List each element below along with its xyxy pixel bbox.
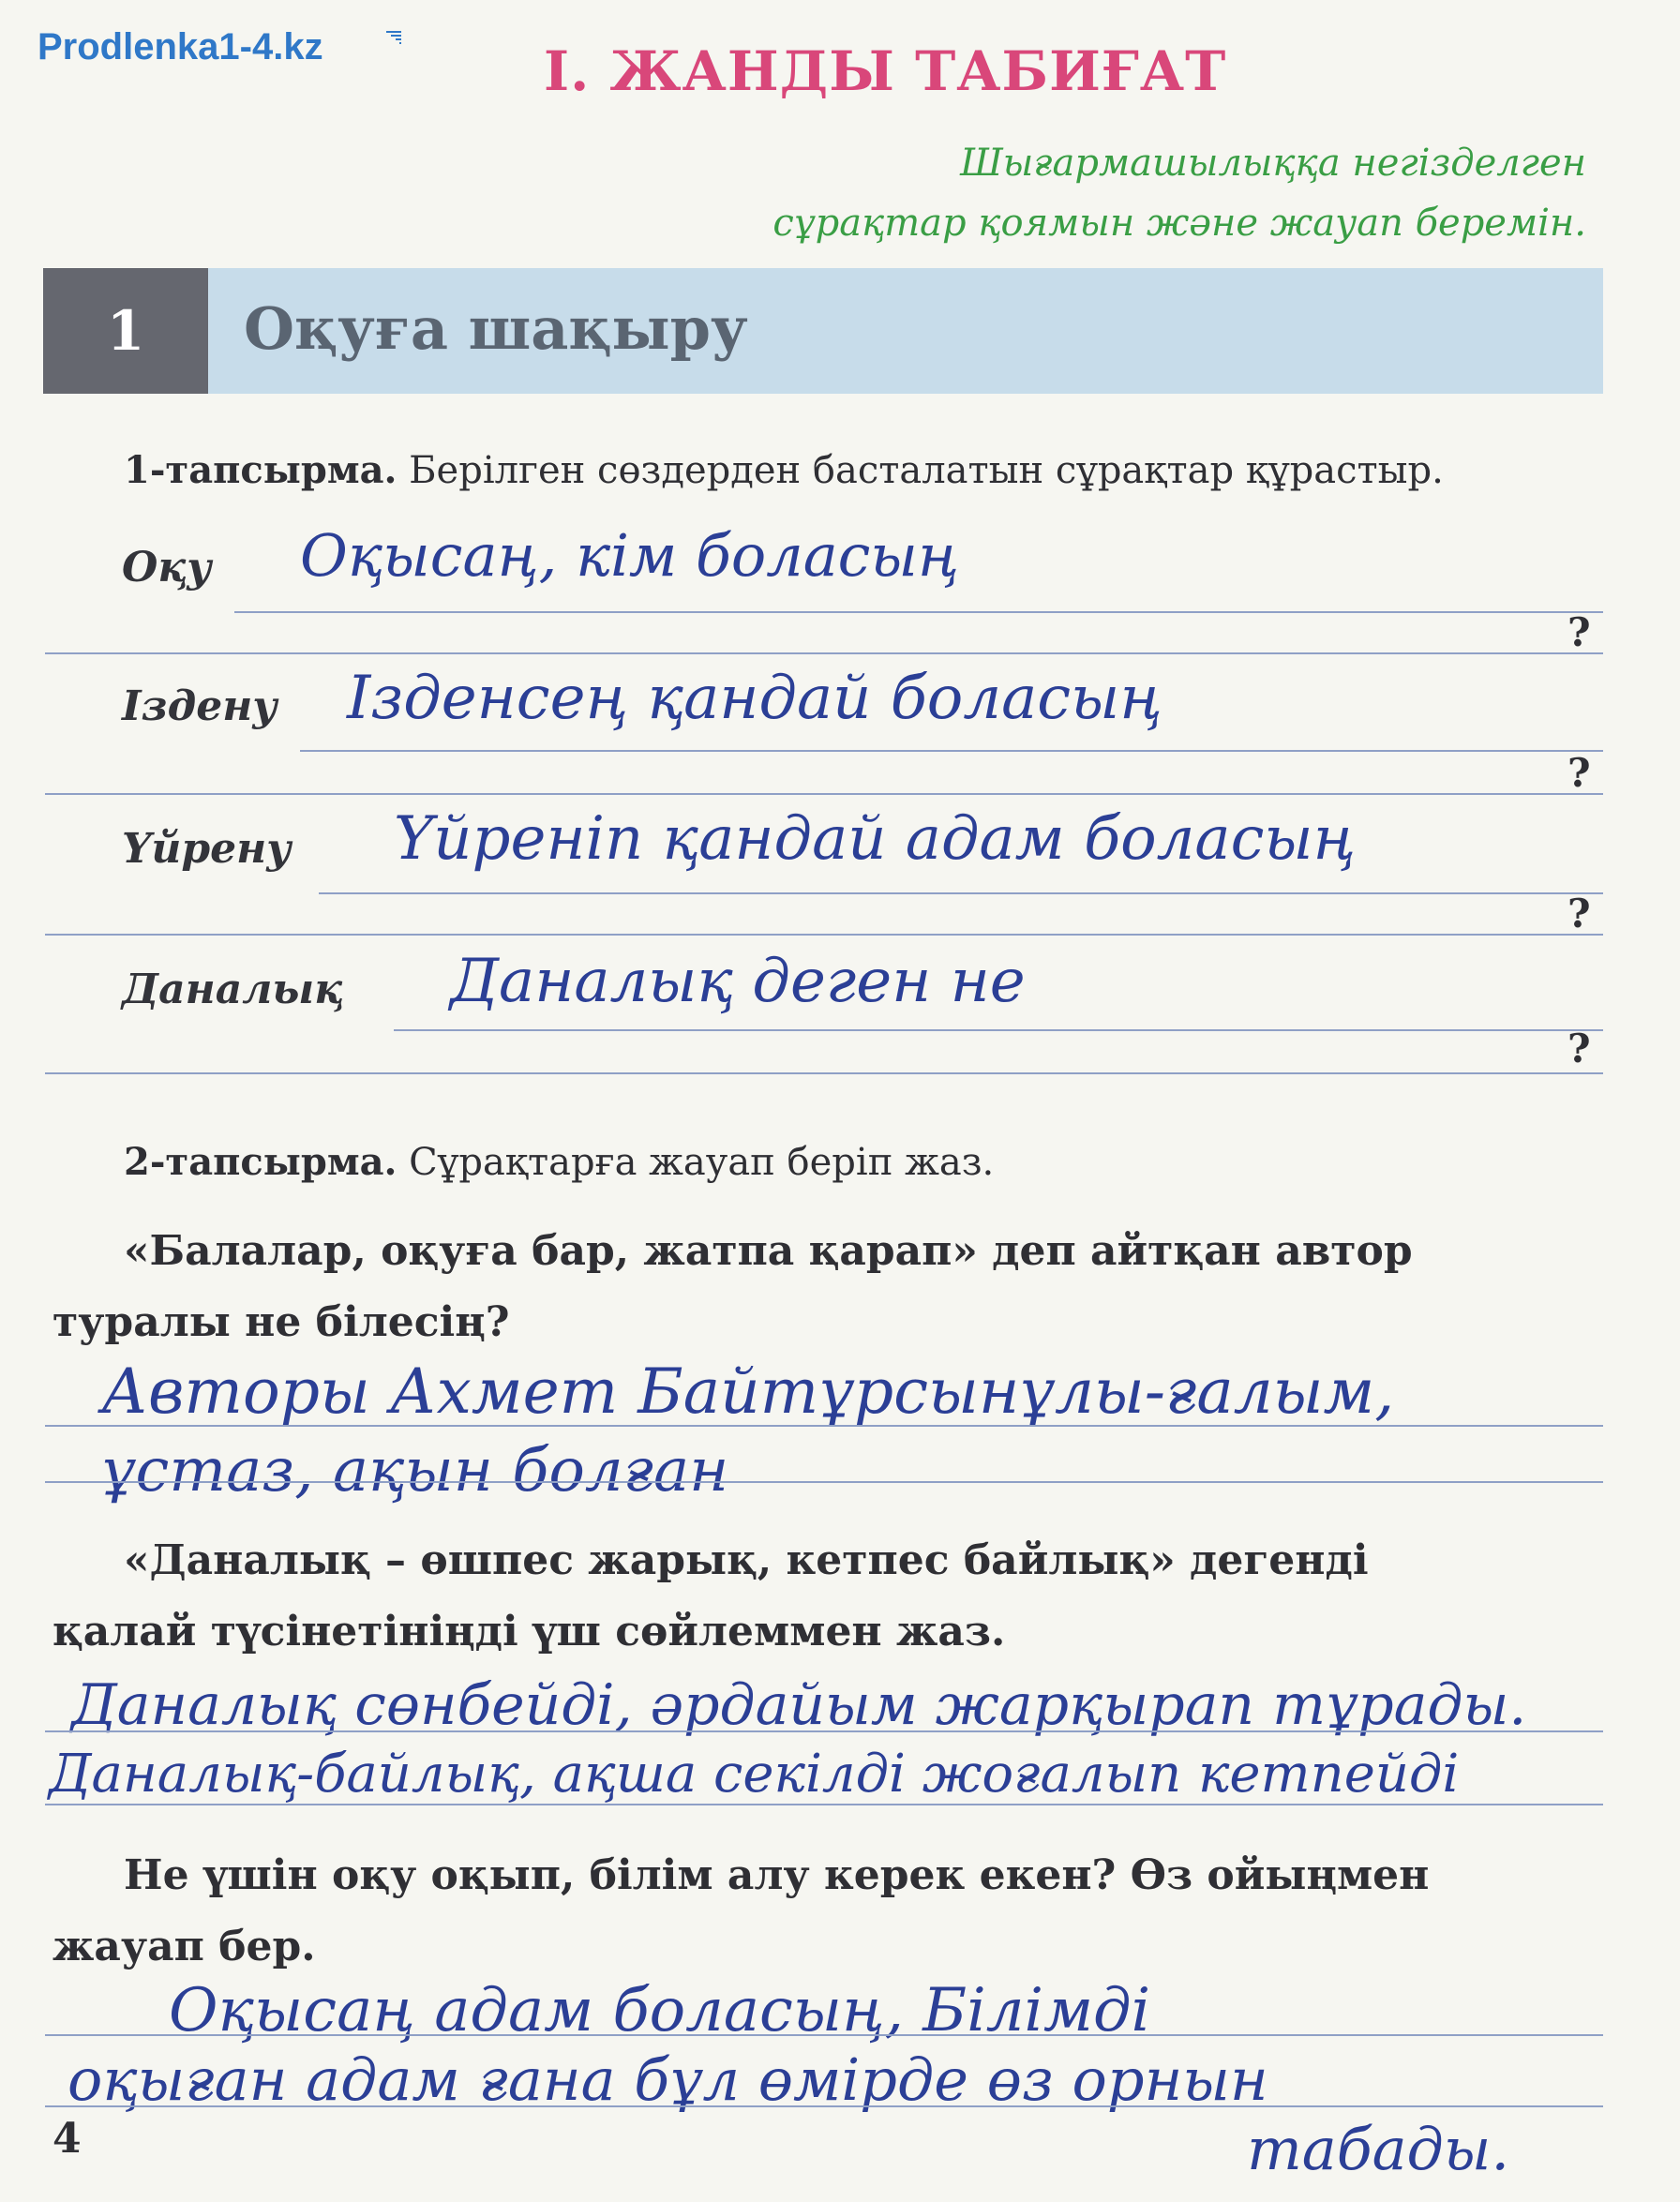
answer-line	[45, 793, 1603, 795]
task-1-text: Берілген сөздерден басталатын сұрақтар құрастыр.	[409, 449, 1444, 492]
answer-line	[234, 611, 1603, 613]
subtitle	[772, 133, 1586, 253]
answer-line	[45, 1481, 1603, 1483]
task-2-label: 2-тапсырма.	[124, 1140, 398, 1184]
question-3-line-2: жауап бер.	[52, 1923, 316, 1970]
word-danalyq: Даналық	[122, 966, 344, 1013]
task-2-text: Сұрақтарға жауап беріп жаз.	[409, 1141, 995, 1184]
answer-line	[319, 892, 1603, 894]
subtitle-line-1: Шығармашылыққа негізделген	[960, 142, 1586, 185]
answer-line	[45, 2034, 1603, 2036]
answer-line	[45, 1072, 1603, 1074]
question-3-line-1: Не үшін оқу оқып, білім алу керек екен? Өз ойыңмен	[124, 1851, 1430, 1899]
answer-2-line-1: Даналық сөнбейді, әрдайым жарқырап тұрады.	[71, 1672, 1527, 1738]
question-1-line-1: «Балалар, оқуға бар, жатпа қарап» деп айтқан автор	[124, 1227, 1413, 1275]
word-uyrenu: Үйрену	[122, 825, 292, 873]
task-1-label: 1-тапсырма.	[124, 448, 398, 492]
answer-oku: Оқысаң, кім боласың	[300, 521, 960, 590]
answer-uyrenu: Үйреніп қандай адам боласың	[394, 804, 1357, 874]
answer-2-line-2: Даналық-байлық, ақша секілді жоғалып кетпейді	[49, 1744, 1460, 1805]
question-1-line-2: туралы не білесің?	[52, 1298, 510, 1346]
wifi-signal-icon	[382, 28, 405, 51]
lesson-title: Оқуға шақыру	[244, 294, 748, 363]
answer-1-line-1: Авторы Ахмет Байтұрсынұлы-ғалым,	[101, 1356, 1395, 1428]
question-2-line-1: «Даналық – өшпес жарық, кетпес байлық» дегенді	[124, 1536, 1369, 1584]
question-mark: ?	[1568, 891, 1591, 936]
answer-3-line-2: оқыған адам ғана бұл өмірде өз орнын	[68, 2045, 1268, 2114]
answer-3-line-1: Оқысаң адам боласың, Білімді	[169, 1976, 1151, 2045]
task-1-heading	[124, 448, 1444, 492]
question-mark: ?	[1568, 1026, 1591, 1071]
lesson-number: 1	[43, 268, 208, 394]
question-2-line-2: қалай түсінетініңді үш сөйлеммен жаз.	[52, 1608, 1006, 1655]
section-title: І. ЖАНДЫ ТАБИҒАТ	[544, 39, 1227, 103]
answer-danalyq: Даналық деген не	[450, 947, 1026, 1016]
answer-line	[45, 934, 1603, 936]
answer-izdenu: Ізденсең қандай боласың	[347, 664, 1162, 733]
answer-line	[45, 2105, 1603, 2107]
subtitle-line-2: сұрақтар қоямын және жауап беремін.	[772, 202, 1586, 245]
task-2-heading	[124, 1140, 994, 1184]
answer-line	[45, 1804, 1603, 1805]
page-number: 4	[52, 2115, 82, 2163]
word-izdenu: Іздену	[122, 682, 278, 730]
question-mark: ?	[1568, 609, 1591, 655]
word-oku: Оқу	[122, 544, 212, 592]
answer-line	[300, 750, 1603, 752]
lesson-header	[43, 268, 1603, 394]
answer-line	[45, 1730, 1603, 1732]
question-mark: ?	[1568, 750, 1591, 796]
answer-line	[45, 652, 1603, 654]
answer-1-line-2: ұстаз, ақын болған	[101, 1436, 729, 1505]
answer-line	[45, 1425, 1603, 1427]
answer-line	[394, 1029, 1603, 1031]
answer-3-line-3: табады.	[1247, 2115, 1510, 2183]
watermark-text: Prodlenka1-4.kz	[38, 26, 323, 67]
